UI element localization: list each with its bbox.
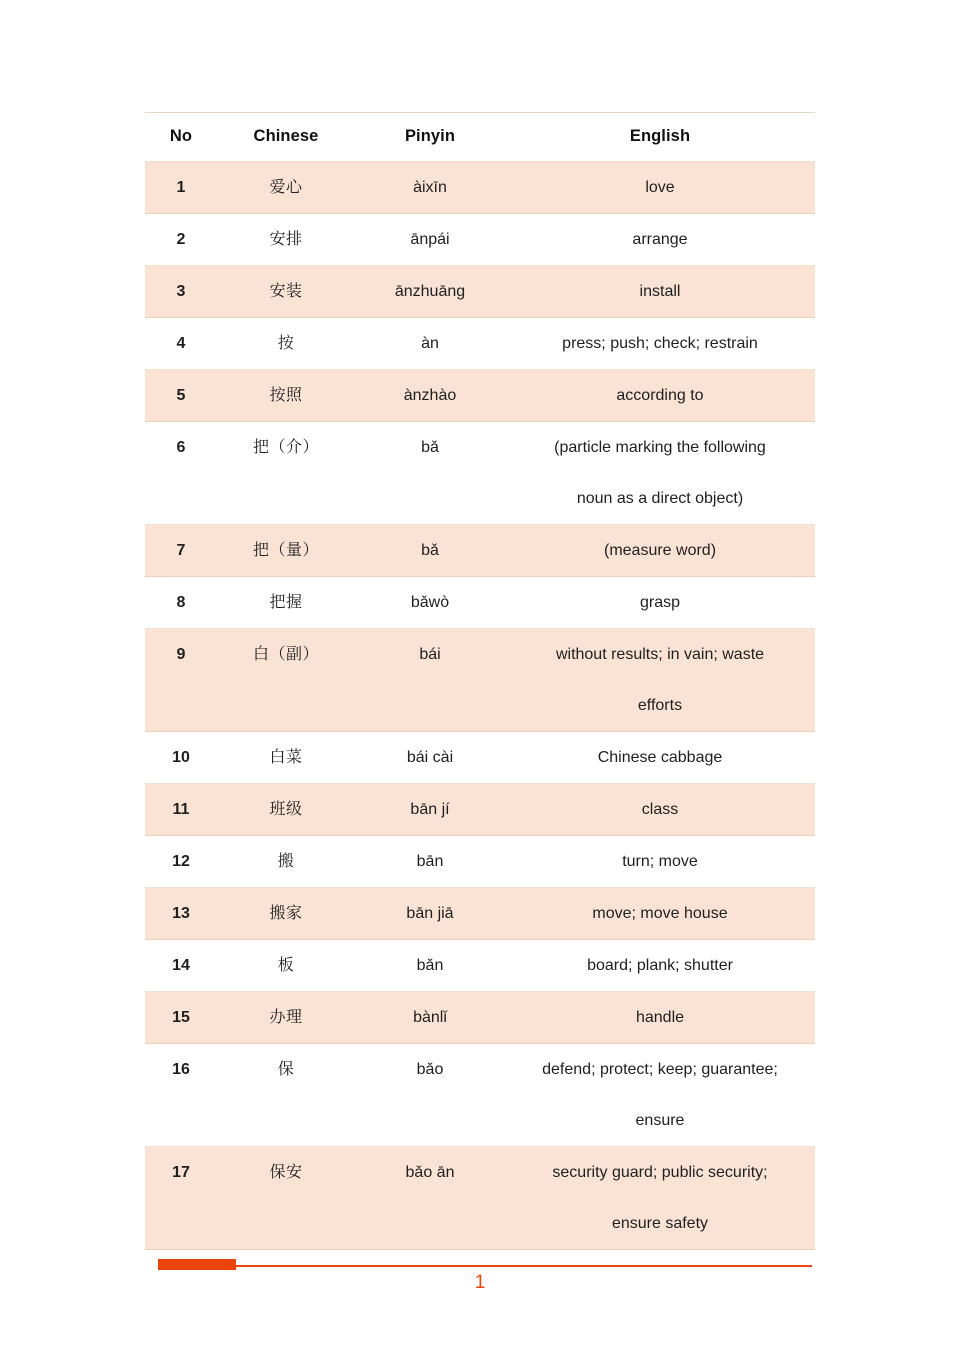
cell-pinyin: bān jiā [406, 905, 454, 922]
cell-pinyin: bān jí [410, 801, 450, 818]
column-header-no: No [145, 113, 217, 162]
table-row [145, 214, 815, 266]
cell-chinese: 白菜 [269, 749, 303, 766]
cell-pinyin: bǎn [416, 957, 444, 974]
cell-pinyin: bái [419, 646, 441, 663]
cell-chinese: 把握 [269, 594, 303, 611]
page-number: 1 [474, 1272, 486, 1293]
footer-rule [158, 1265, 812, 1267]
cell-number: 2 [176, 231, 186, 248]
cell-english [505, 888, 815, 940]
table-header [145, 113, 815, 162]
page-footer [0, 1258, 960, 1328]
table-row [145, 577, 815, 629]
column-header-pinyin: Pinyin [355, 113, 505, 162]
cell-pinyin: bǎ [421, 542, 439, 559]
cell-english-line: (particle marking the following [554, 439, 766, 456]
cell-number: 14 [172, 957, 190, 974]
cell-chinese: 班级 [269, 801, 303, 818]
table-row [145, 266, 815, 318]
table-row [145, 162, 815, 214]
cell-chinese: 按照 [269, 387, 303, 404]
cell-english-line: board; plank; shutter [587, 957, 733, 974]
cell-pinyin: àn [421, 335, 439, 352]
cell-chinese: 爱心 [269, 179, 303, 196]
cell-english-line: class [641, 801, 679, 818]
cell-pinyin: bān [416, 853, 444, 870]
cell-english-line: security guard; public security; [552, 1164, 768, 1181]
cell-english-line: handle [635, 1009, 685, 1026]
cell-number: 3 [176, 283, 186, 300]
cell-english-line: efforts [637, 697, 683, 714]
cell-number: 11 [172, 801, 190, 818]
cell-chinese: 把（介） [252, 439, 319, 456]
cell-english-line: press; push; check; restrain [562, 335, 758, 352]
cell-number: 13 [172, 905, 190, 922]
cell-chinese: 板 [277, 957, 295, 974]
table-header-row [145, 113, 815, 162]
cell-pinyin: bǎwò [410, 594, 450, 611]
cell-number: 10 [172, 749, 190, 766]
column-header-english: English [505, 113, 815, 162]
cell-english [505, 784, 815, 836]
vocabulary-table-container [145, 112, 815, 1250]
cell-english-line: according to [616, 387, 704, 404]
cell-english [505, 1147, 815, 1250]
table-row [145, 732, 815, 784]
table-row [145, 422, 815, 525]
table-row [145, 1147, 815, 1250]
cell-pinyin: àixīn [413, 179, 447, 196]
table-row [145, 784, 815, 836]
cell-english [505, 370, 815, 422]
table-row [145, 836, 815, 888]
cell-number: 16 [172, 1061, 190, 1078]
cell-number: 9 [176, 646, 186, 663]
cell-english [505, 1044, 815, 1147]
cell-number: 1 [176, 179, 186, 196]
cell-english-line: defend; protect; keep; guarantee; [542, 1061, 778, 1078]
cell-english [505, 266, 815, 318]
cell-pinyin: bǎ [421, 439, 439, 456]
cell-pinyin: ānzhuāng [394, 283, 466, 300]
vocabulary-table [145, 112, 815, 1250]
cell-english-line: turn; move [622, 853, 698, 870]
cell-english [505, 318, 815, 370]
table-row [145, 1044, 815, 1147]
cell-english-line: noun as a direct object) [576, 490, 744, 507]
cell-pinyin: bǎo [416, 1061, 444, 1078]
cell-chinese: 办理 [269, 1009, 303, 1026]
cell-chinese: 保安 [269, 1164, 303, 1181]
cell-pinyin: bǎo ān [405, 1164, 455, 1181]
table-row [145, 370, 815, 422]
cell-chinese: 安装 [269, 283, 303, 300]
cell-number: 17 [172, 1164, 190, 1181]
cell-number: 8 [176, 594, 186, 611]
column-header-chinese: Chinese [217, 113, 355, 162]
cell-english [505, 629, 815, 732]
cell-chinese: 把（量） [252, 542, 319, 559]
cell-chinese: 按 [277, 335, 295, 352]
table-row [145, 940, 815, 992]
cell-english-line: love [645, 179, 675, 196]
cell-number: 12 [172, 853, 190, 870]
cell-english-line: (measure word) [603, 542, 717, 559]
table-row [145, 992, 815, 1044]
cell-english [505, 940, 815, 992]
cell-pinyin: ànzhào [403, 387, 457, 404]
cell-english [505, 992, 815, 1044]
table-row [145, 318, 815, 370]
cell-pinyin: bànlǐ [413, 1009, 447, 1026]
cell-chinese: 搬 [277, 853, 295, 870]
cell-english [505, 422, 815, 525]
cell-english-line: grasp [639, 594, 681, 611]
cell-chinese: 安排 [269, 231, 303, 248]
cell-english-line: arrange [632, 231, 688, 248]
cell-english [505, 836, 815, 888]
table-row [145, 525, 815, 577]
cell-english [505, 162, 815, 214]
table-body [145, 162, 815, 1250]
cell-number: 4 [176, 335, 186, 352]
cell-english [505, 525, 815, 577]
cell-english-line: ensure [635, 1112, 685, 1129]
cell-chinese: 保 [277, 1061, 295, 1078]
cell-english-line: move; move house [592, 905, 728, 922]
cell-chinese: 搬家 [269, 905, 303, 922]
cell-number: 7 [176, 542, 186, 559]
cell-english [505, 732, 815, 784]
cell-english [505, 577, 815, 629]
cell-english-line: install [639, 283, 681, 300]
footer-accent-tab [158, 1259, 236, 1270]
cell-number: 6 [176, 439, 186, 456]
cell-pinyin: bái cài [406, 749, 454, 766]
cell-english-line: ensure safety [611, 1215, 709, 1232]
cell-number: 5 [176, 387, 186, 404]
table-row [145, 888, 815, 940]
cell-english [505, 214, 815, 266]
table-row [145, 629, 815, 732]
cell-number: 15 [172, 1009, 190, 1026]
cell-pinyin: ānpái [410, 231, 450, 248]
cell-english-line: without results; in vain; waste [555, 646, 765, 663]
cell-english-line: Chinese cabbage [597, 749, 723, 766]
cell-chinese: 白（副） [252, 646, 319, 663]
